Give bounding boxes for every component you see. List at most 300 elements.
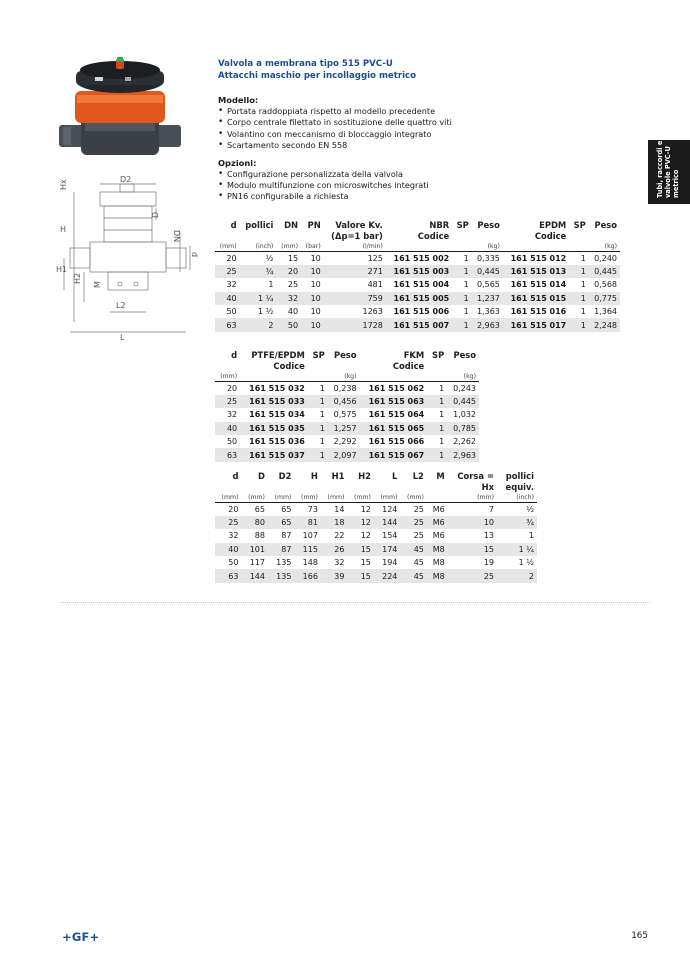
table-cell: 65	[241, 503, 267, 516]
table-header-cell: Codice	[417, 231, 450, 241]
table-header-cell: (kg)	[463, 373, 476, 380]
technical-drawing	[50, 172, 200, 342]
page-number: 165	[631, 931, 648, 941]
table-row	[215, 516, 537, 529]
table-cell: 10	[310, 307, 321, 317]
table-row	[215, 292, 620, 305]
table-header-cell: NBR	[429, 220, 450, 230]
table-header-cell: Valore Kv.	[335, 220, 383, 230]
table-cell: 10	[301, 265, 324, 278]
table-header-row	[215, 493, 537, 503]
table-cell: 1	[427, 382, 447, 395]
table-cell: 1	[528, 531, 534, 541]
table-header-cell: (inch)	[516, 494, 534, 501]
table-header-cell	[215, 361, 240, 372]
list-item: • Portata raddoppiata rispetto al modello precedente	[218, 106, 638, 117]
table-header-cell	[215, 482, 241, 493]
table-header-cell	[503, 242, 569, 252]
table-cell: 40	[215, 422, 240, 435]
table-header-cell	[400, 482, 426, 493]
table-cell: 40	[215, 292, 240, 305]
table-header-cell: D2	[278, 471, 292, 481]
table-cell: 22	[334, 531, 345, 541]
table-header-cell: (mm)	[220, 373, 238, 380]
table-cell: 0,240	[589, 252, 620, 265]
table-cell: 87	[281, 531, 292, 541]
table-cell: 0,565	[476, 280, 500, 290]
table-cell: 1,257	[328, 422, 360, 435]
table-header-cell	[268, 482, 294, 493]
table-cell: 1,237	[472, 292, 503, 305]
table-cell: 1 ¼	[497, 543, 537, 556]
product-title	[218, 58, 416, 82]
table-cell: 45	[413, 558, 424, 568]
table-cell: 101	[241, 543, 267, 556]
table-header-cell	[452, 242, 472, 252]
table-header-cell	[240, 231, 277, 242]
table-cell: 1	[452, 265, 472, 278]
gf-logo: +GF+	[62, 930, 100, 944]
table-cell: 15	[448, 543, 497, 556]
table-cell: M6	[427, 516, 448, 529]
table-cell: 161 515 067	[360, 448, 428, 461]
table-cell: 271	[324, 265, 386, 278]
table-cell: 1	[268, 280, 274, 290]
table-cell: 1	[319, 437, 325, 447]
table-cell: 65	[268, 503, 294, 516]
svg-text:Hx: Hx	[59, 179, 68, 190]
table-cell: 1	[439, 437, 445, 447]
table-row	[215, 569, 537, 582]
table-cell: 20	[276, 265, 301, 278]
svg-text:L: L	[120, 333, 125, 342]
table-header-cell: SP	[456, 220, 469, 230]
table-cell: 1728	[324, 318, 386, 331]
table-cell: 10	[301, 318, 324, 331]
table-cell: 63	[215, 569, 241, 582]
table-cell: 15	[360, 558, 371, 568]
table-header-cell: d	[230, 220, 237, 230]
table-header-cell	[472, 231, 503, 242]
table-cell: 161 515 066	[368, 437, 425, 447]
dimensions-table	[215, 471, 537, 583]
table-cell: 50	[228, 558, 239, 568]
table-row	[215, 448, 479, 461]
table-header-cell: (kg)	[604, 243, 617, 250]
svg-text:D: D	[151, 211, 160, 218]
table-header-cell: EPDM	[539, 220, 567, 230]
table-header-row	[215, 220, 620, 231]
table-cell: 20	[215, 382, 240, 395]
table-cell: 73	[294, 503, 320, 516]
table-cell: 25	[400, 516, 426, 529]
table-cell: 2	[240, 318, 277, 331]
table-cell: 161 515 006	[393, 307, 450, 317]
table-cell: 1	[308, 448, 328, 461]
table-header-cell	[569, 231, 589, 242]
table-header-cell: SP	[573, 220, 586, 230]
table-header-cell	[386, 242, 452, 252]
table-cell: 50	[226, 307, 237, 317]
table-cell: 161 515 033	[240, 395, 308, 408]
table-cell: 45	[400, 543, 426, 556]
table-cell: 1,364	[594, 307, 617, 317]
table-cell: 166	[294, 569, 320, 582]
table-cell: 25	[215, 395, 240, 408]
table-cell: 0,445	[472, 265, 503, 278]
table-header-cell: Corsa =	[457, 471, 495, 481]
table-header-row	[215, 482, 537, 493]
table-cell: M8	[427, 569, 448, 582]
table-cell: 161 515 015	[503, 292, 569, 305]
table-cell: M8	[432, 558, 445, 568]
table-cell: 2,963	[472, 318, 503, 331]
table-cell: 1	[439, 410, 445, 420]
table-header-cell: d	[231, 350, 238, 360]
table-cell: 2,097	[328, 448, 360, 461]
svg-text:M: M	[93, 281, 102, 288]
table-cell: 50	[226, 437, 238, 447]
table-cell: 25	[215, 265, 240, 278]
table-cell: 144	[241, 569, 267, 582]
table-cell: 115	[294, 543, 320, 556]
table-cell: 1	[427, 395, 447, 408]
features-section	[218, 95, 638, 203]
table-cell: 0,456	[328, 395, 360, 408]
table-cell: ½	[240, 252, 277, 265]
table-header-cell	[328, 361, 360, 372]
footer-divider	[60, 602, 650, 603]
table-cell: 161 515 032	[240, 382, 308, 395]
table-cell: 0,243	[447, 382, 479, 395]
table-cell: 2,292	[333, 437, 357, 447]
table-header-row	[215, 471, 537, 482]
table-header-cell: FKM	[403, 350, 425, 360]
table-row	[215, 543, 537, 556]
table-cell: 481	[367, 280, 383, 290]
table-cell: 0,445	[589, 265, 620, 278]
table-cell: ½	[497, 503, 537, 516]
table-header-cell: (mm)	[219, 243, 237, 250]
table-cell: 32	[334, 558, 345, 568]
table-cell: 161 515 035	[240, 422, 308, 435]
table-cell: 45	[400, 569, 426, 582]
table-cell: 1	[569, 318, 589, 331]
table-cell: 1	[308, 422, 328, 435]
table-cell: 125	[324, 252, 386, 265]
table-header-cell: (mm)	[477, 494, 495, 501]
table-cell: 10	[448, 516, 497, 529]
side-tab-text: Tubi, raccordi e valvole PVC-U metrico	[656, 140, 680, 198]
table-cell: 0,568	[594, 280, 617, 290]
table-header-cell: PN	[307, 220, 321, 230]
table-cell: 194	[382, 558, 398, 568]
opzioni-heading: Opzioni:	[218, 157, 257, 168]
table-cell: 14	[321, 503, 347, 516]
list-item: • PN16 configurabile a richiesta	[218, 191, 638, 202]
table-header-cell: L2	[412, 471, 424, 481]
table-header-cell: Peso	[594, 220, 617, 230]
table-cell: 63	[215, 448, 240, 461]
table-cell: 2	[497, 569, 537, 582]
table-cell: 10	[301, 292, 324, 305]
product-title-line1: Valvola a membrana tipo 515 PVC-U	[218, 59, 393, 69]
table-cell: 148	[302, 558, 318, 568]
table-cell: 40	[287, 307, 299, 317]
table-cell: 25	[448, 569, 497, 582]
svg-text:d: d	[190, 252, 199, 258]
table-cell: 1	[580, 307, 586, 317]
table-cell: 161 515 064	[368, 410, 425, 420]
table-header-cell	[452, 231, 472, 242]
table-cell: 32	[226, 410, 238, 420]
table-cell: 81	[294, 516, 320, 529]
table-cell: 0,335	[472, 252, 503, 265]
table-row	[215, 529, 537, 542]
table-row	[215, 382, 479, 395]
table-cell: 25	[215, 516, 241, 529]
table-cell: 1	[427, 448, 447, 461]
table-cell: 1	[569, 292, 589, 305]
list-item: • Corpo centrale filettato in sostituzione delle quattro viti	[218, 117, 638, 128]
list-item: • Configurazione personalizzata della valvola	[218, 169, 638, 180]
table-header-row	[215, 372, 479, 382]
table-cell: 13	[483, 531, 495, 541]
table-header-cell	[294, 482, 320, 493]
table-cell: 161 515 037	[240, 448, 308, 461]
table-cell: 1 ½	[258, 307, 274, 317]
table-header-cell: Hx	[481, 482, 495, 492]
table-header-cell: (mm)	[301, 494, 318, 501]
table-header-cell	[427, 493, 448, 503]
table-row	[215, 422, 479, 435]
table-header-cell	[308, 372, 328, 382]
svg-text:H2: H2	[73, 272, 82, 284]
table-header-cell: (mm)	[221, 494, 239, 501]
table-cell: 161 515 063	[360, 395, 428, 408]
svg-text:D2: D2	[120, 175, 132, 184]
table-cell: 161 515 036	[249, 437, 305, 447]
svg-text:L2: L2	[116, 301, 126, 310]
table-cell: 0,785	[447, 422, 479, 435]
table-cell: M8	[427, 543, 448, 556]
table-header-cell	[427, 482, 448, 493]
table-cell: 15	[347, 543, 373, 556]
table-cell: 174	[374, 543, 400, 556]
list-item: • Scartamento secondo EN 558	[218, 140, 638, 151]
table-header-cell: Peso	[477, 220, 500, 230]
table-header-cell	[241, 482, 267, 493]
table-header-cell	[447, 361, 479, 372]
table-header-cell: L	[392, 471, 398, 481]
table-row	[215, 318, 620, 331]
table-cell: 1	[580, 280, 586, 290]
table-cell: 154	[382, 531, 398, 541]
table-cell: 161 515 004	[393, 280, 450, 290]
table-header-cell	[321, 482, 347, 493]
table-header-cell: (mm)	[248, 494, 265, 501]
table-header-cell: Peso	[453, 350, 476, 360]
table-header-cell: (mm)	[274, 494, 292, 501]
table-header-cell	[347, 482, 373, 493]
table-cell: 1	[308, 382, 328, 395]
table-cell: 50	[276, 318, 301, 331]
table-header-cell: (inch)	[255, 243, 274, 250]
table-header-cell: H2	[358, 471, 371, 481]
table-cell: 1	[569, 252, 589, 265]
table-cell: 1	[569, 265, 589, 278]
table-cell: 63	[215, 318, 240, 331]
table-header-cell: (mm)	[327, 494, 345, 501]
modello-list	[218, 106, 638, 152]
table-cell: 15	[347, 569, 373, 582]
table-cell: 26	[321, 543, 347, 556]
table-header-cell: pollici	[505, 471, 534, 481]
table-header-cell: (l/min)	[362, 243, 383, 250]
table-cell: 2,248	[589, 318, 620, 331]
table-cell: 0,575	[333, 410, 357, 420]
table-cell: 161 515 034	[249, 410, 305, 420]
valve-product-image	[55, 55, 185, 165]
table-header-cell: H1	[331, 471, 345, 481]
table-cell: 161 515 014	[510, 280, 567, 290]
table-cell: 25	[287, 280, 299, 290]
table-cell: 161 515 016	[510, 307, 567, 317]
table-header-cell: (mm)	[406, 494, 424, 501]
table-cell: 144	[374, 516, 400, 529]
table-cell: 12	[347, 503, 373, 516]
table-cell: 88	[254, 531, 265, 541]
table-cell: 161 515 062	[360, 382, 428, 395]
table-header-row	[215, 242, 620, 252]
table-cell: 161 515 005	[386, 292, 452, 305]
table-cell: 2,963	[447, 448, 479, 461]
table-header-cell: (mm)	[354, 494, 371, 501]
table-header-cell: (kg)	[344, 373, 357, 380]
table-cell: 25	[413, 531, 424, 541]
table-cell: 0,445	[447, 395, 479, 408]
table-header-cell: M	[436, 471, 445, 481]
modello-heading: Modello:	[218, 95, 259, 105]
table-cell: 32	[276, 292, 301, 305]
table-row	[215, 395, 479, 408]
table-header-cell: pollici	[245, 220, 274, 230]
table-cell: 0,238	[328, 382, 360, 395]
table-header-cell: SP	[312, 350, 325, 360]
table-cell: 0,775	[589, 292, 620, 305]
table-cell: 19	[483, 558, 495, 568]
table-cell: 161 515 012	[503, 252, 569, 265]
table-cell: 80	[241, 516, 267, 529]
table-header-row	[215, 350, 479, 361]
table-cell: 161 515 003	[386, 265, 452, 278]
table-cell: 1	[452, 292, 472, 305]
table-cell: 107	[302, 531, 318, 541]
svg-text:H: H	[60, 225, 67, 234]
table-header-row	[215, 231, 620, 242]
table-cell: M6	[427, 503, 448, 516]
table-row	[215, 278, 620, 291]
table-cell: 1	[308, 395, 328, 408]
table-row	[215, 435, 479, 448]
table-cell: 32	[226, 280, 237, 290]
table-header-cell	[215, 231, 240, 242]
table-header-cell: D	[258, 471, 265, 481]
table-cell: 10	[301, 252, 324, 265]
table-row	[215, 556, 537, 569]
table-header-cell: (Δp=1 bar)	[331, 231, 383, 241]
table-header-cell: DN	[284, 220, 299, 230]
table-header-cell: Codice	[392, 361, 425, 371]
table-header-cell: Peso	[333, 350, 357, 360]
codes-table-ptfe-fkm	[215, 350, 479, 462]
table-cell: 12	[347, 516, 373, 529]
table-header-cell: d	[232, 471, 239, 481]
table-cell: 161 515 002	[386, 252, 452, 265]
table-cell: 12	[360, 531, 371, 541]
table-cell: 135	[276, 558, 292, 568]
table-cell: 39	[321, 569, 347, 582]
table-cell: 1 ¼	[240, 292, 277, 305]
table-row	[215, 408, 479, 421]
table-header-cell: (mm)	[281, 243, 299, 250]
table-cell: 40	[215, 543, 241, 556]
table-header-cell: Codice	[273, 361, 305, 371]
table-header-cell	[427, 361, 447, 372]
table-cell: 20	[215, 503, 241, 516]
table-header-cell: equiv.	[505, 482, 534, 492]
list-item: • Volantino con meccanismo di bloccaggio integrato	[218, 129, 638, 140]
table-cell: 25	[400, 503, 426, 516]
table-cell: 1	[319, 410, 325, 420]
table-header-cell	[360, 372, 428, 382]
table-cell: 117	[249, 558, 265, 568]
table-cell: 161 515 065	[360, 422, 428, 435]
table-cell: 759	[324, 292, 386, 305]
opzioni-list	[218, 169, 638, 203]
list-item: • Modulo multifunzione con microswitches integrati	[218, 180, 638, 191]
table-cell: 7	[448, 503, 497, 516]
table-cell: 2,262	[453, 437, 476, 447]
table-cell: M6	[432, 531, 445, 541]
table-cell: 1,032	[453, 410, 476, 420]
table-cell: 1263	[362, 307, 383, 317]
codes-table-nbr-epdm	[215, 220, 620, 332]
table-header-cell	[374, 482, 400, 493]
svg-text:DN: DN	[172, 230, 181, 243]
product-title-line2: Attacchi maschio per incollaggio metrico	[218, 71, 417, 81]
table-cell: 18	[321, 516, 347, 529]
table-row	[215, 305, 620, 318]
table-header-cell: Codice	[534, 231, 567, 241]
table-cell: 1	[463, 280, 469, 290]
table-header-cell: (kg)	[487, 243, 500, 250]
table-header-cell: PTFE/EPDM	[251, 350, 305, 360]
table-cell: 20	[215, 252, 240, 265]
table-header-cell	[569, 242, 589, 252]
table-header-cell: H	[310, 471, 318, 481]
table-header-cell: (mm)	[380, 494, 398, 501]
table-cell: 161 515 007	[386, 318, 452, 331]
svg-text:H1: H1	[56, 265, 68, 274]
table-cell: 1,363	[476, 307, 500, 317]
table-header-cell: SP	[432, 350, 445, 360]
table-header-cell	[589, 231, 620, 242]
table-cell: 161 515 013	[503, 265, 569, 278]
table-cell: 1	[463, 307, 469, 317]
table-header-cell	[427, 372, 447, 382]
table-cell: 1	[427, 422, 447, 435]
